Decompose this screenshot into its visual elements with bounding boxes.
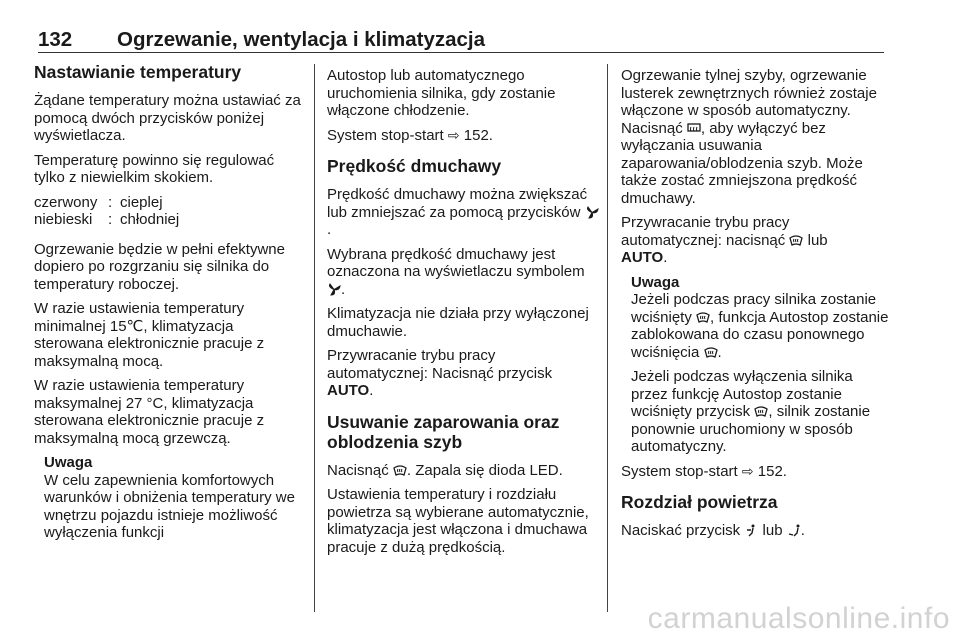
page-reference-link[interactable]: 152. <box>757 462 787 480</box>
paragraph: Naciskać przycisk lub . <box>621 522 805 539</box>
defrost-windshield-icon <box>696 311 710 324</box>
page-header <box>38 26 884 53</box>
legend-row: niebieski : chłodniej <box>34 211 180 228</box>
defrost-windshield-icon <box>789 234 803 247</box>
page-reference-link[interactable]: 152. <box>463 126 493 144</box>
airflow-icon <box>787 524 801 537</box>
column-2 <box>327 67 599 563</box>
reference-arrow-icon: ⇨ <box>741 462 754 479</box>
paragraph: Ustawienia temperatury i rozdziału powietrza są wybierane automatycznie, klimatyzacja jest włączona i dmuchawa pracuje z dużą prędkością. <box>327 486 589 556</box>
paragraph: W razie ustawienia temperatury maksymalnej 27 °C, klimatyzacja sterowana elektronicznie pracuje z maksymalną mocą grzewczą. <box>34 377 265 447</box>
paragraph: Wybrana prędkość dmuchawy jest oznaczona na wyświetlaczu symbolem . <box>327 245 585 298</box>
note-box <box>44 454 306 542</box>
defrost-windshield-icon <box>754 405 768 418</box>
paragraph: Autostop lub automatycznego uruchomienia silnika, gdy zostanie włączone chłodzenie. <box>327 67 556 119</box>
rear-defrost-icon <box>687 122 701 135</box>
paragraph: Ogrzewanie będzie w pełni efektywne dopiero po rozgrzaniu się silnika do temperatury roboczej. <box>34 240 285 293</box>
page-title: Ogrzewanie, wentylacja i klimatyzacja <box>117 28 486 51</box>
airflow-icon <box>744 524 758 537</box>
note-text: W celu zapewnienia komfortowych warunków i obniżenia temperatury we wnętrzu pojazdu istnieje możliwość wyłączenia funkcji <box>44 471 295 541</box>
paragraph: Przywracanie trybu pracy automatycznej: nacisnąć lub AUTO. <box>621 214 828 266</box>
section-heading: Prędkość dmuchawy <box>327 156 502 176</box>
note-text: Jeżeli podczas pracy silnika zostanie wciśnięty , funkcja Autostop zostanie zablokowana do czasu ponownego wciśnięcia . <box>631 291 889 361</box>
paragraph: System stop-start ⇨ 152. <box>621 462 787 480</box>
section-heading: Rozdział powietrza <box>621 492 778 512</box>
auto-button-label: AUTO <box>621 249 664 266</box>
column-divider <box>314 64 315 612</box>
page-number: 132 <box>38 28 73 51</box>
defrost-windshield-icon <box>393 464 407 477</box>
column-1 <box>34 62 306 542</box>
watermark: carmanualsonline.info <box>647 602 950 635</box>
paragraph: Klimatyzacja nie działa przy wyłączonej dmuchawie. <box>327 305 589 340</box>
note-box <box>631 274 893 456</box>
note-text: Jeżeli podczas wyłączenia silnika przez funkcję Autostop zostanie wciśnięty przycisk , silnik zostanie ponownie uruchomiony w sposób automatyczny. <box>631 368 871 455</box>
paragraph: W razie ustawienia temperatury minimalnej 15℃, klimatyzacja sterowana elektronicznie pracuje z maksymalną mocą. <box>34 300 265 370</box>
paragraph: System stop-start ⇨ 152. <box>327 126 493 144</box>
paragraph: Ogrzewanie tylnej szyby, ogrzewanie lusterek zewnętrznych również zostaje włączone w sposób automatyczny. Nacisnąć , aby wyłączyć bez wyłączania usuwania zaparowania/oblodzenia szyb. Może także zostać zmniejszona prędkość dmuchawy. <box>621 67 877 207</box>
note-title: Uwaga <box>44 454 93 471</box>
reference-arrow-icon: ⇨ <box>447 126 460 143</box>
fan-icon <box>585 206 599 219</box>
paragraph: Przywracanie trybu pracy automatycznej: Nacisnąć przycisk AUTO. <box>327 347 553 399</box>
color-legend <box>34 194 306 229</box>
section-heading: Usuwanie zaparowania oraz oblodzenia szyb <box>327 411 560 452</box>
fan-icon <box>327 283 341 296</box>
paragraph: Żądane temperatury można ustawiać za pomocą dwóch przycisków poniżej wyświetlacza. <box>34 92 301 144</box>
paragraph: Prędkość dmuchawy można zwiększać lub zmniejszać za pomocą przycisków . <box>327 186 599 239</box>
defrost-windshield-icon <box>704 346 718 359</box>
paragraph: Temperaturę powinno się regulować tylko z niewielkim skokiem. <box>34 151 275 186</box>
section-heading: Nastawianie temperatury <box>34 62 242 82</box>
column-3 <box>621 67 893 547</box>
paragraph: Nacisnąć . Zapala się dioda LED. <box>327 461 563 479</box>
column-divider <box>607 64 608 612</box>
note-title: Uwaga <box>631 273 680 291</box>
legend-row: czerwony : cieplej <box>34 193 163 211</box>
auto-button-label: AUTO <box>327 382 370 399</box>
